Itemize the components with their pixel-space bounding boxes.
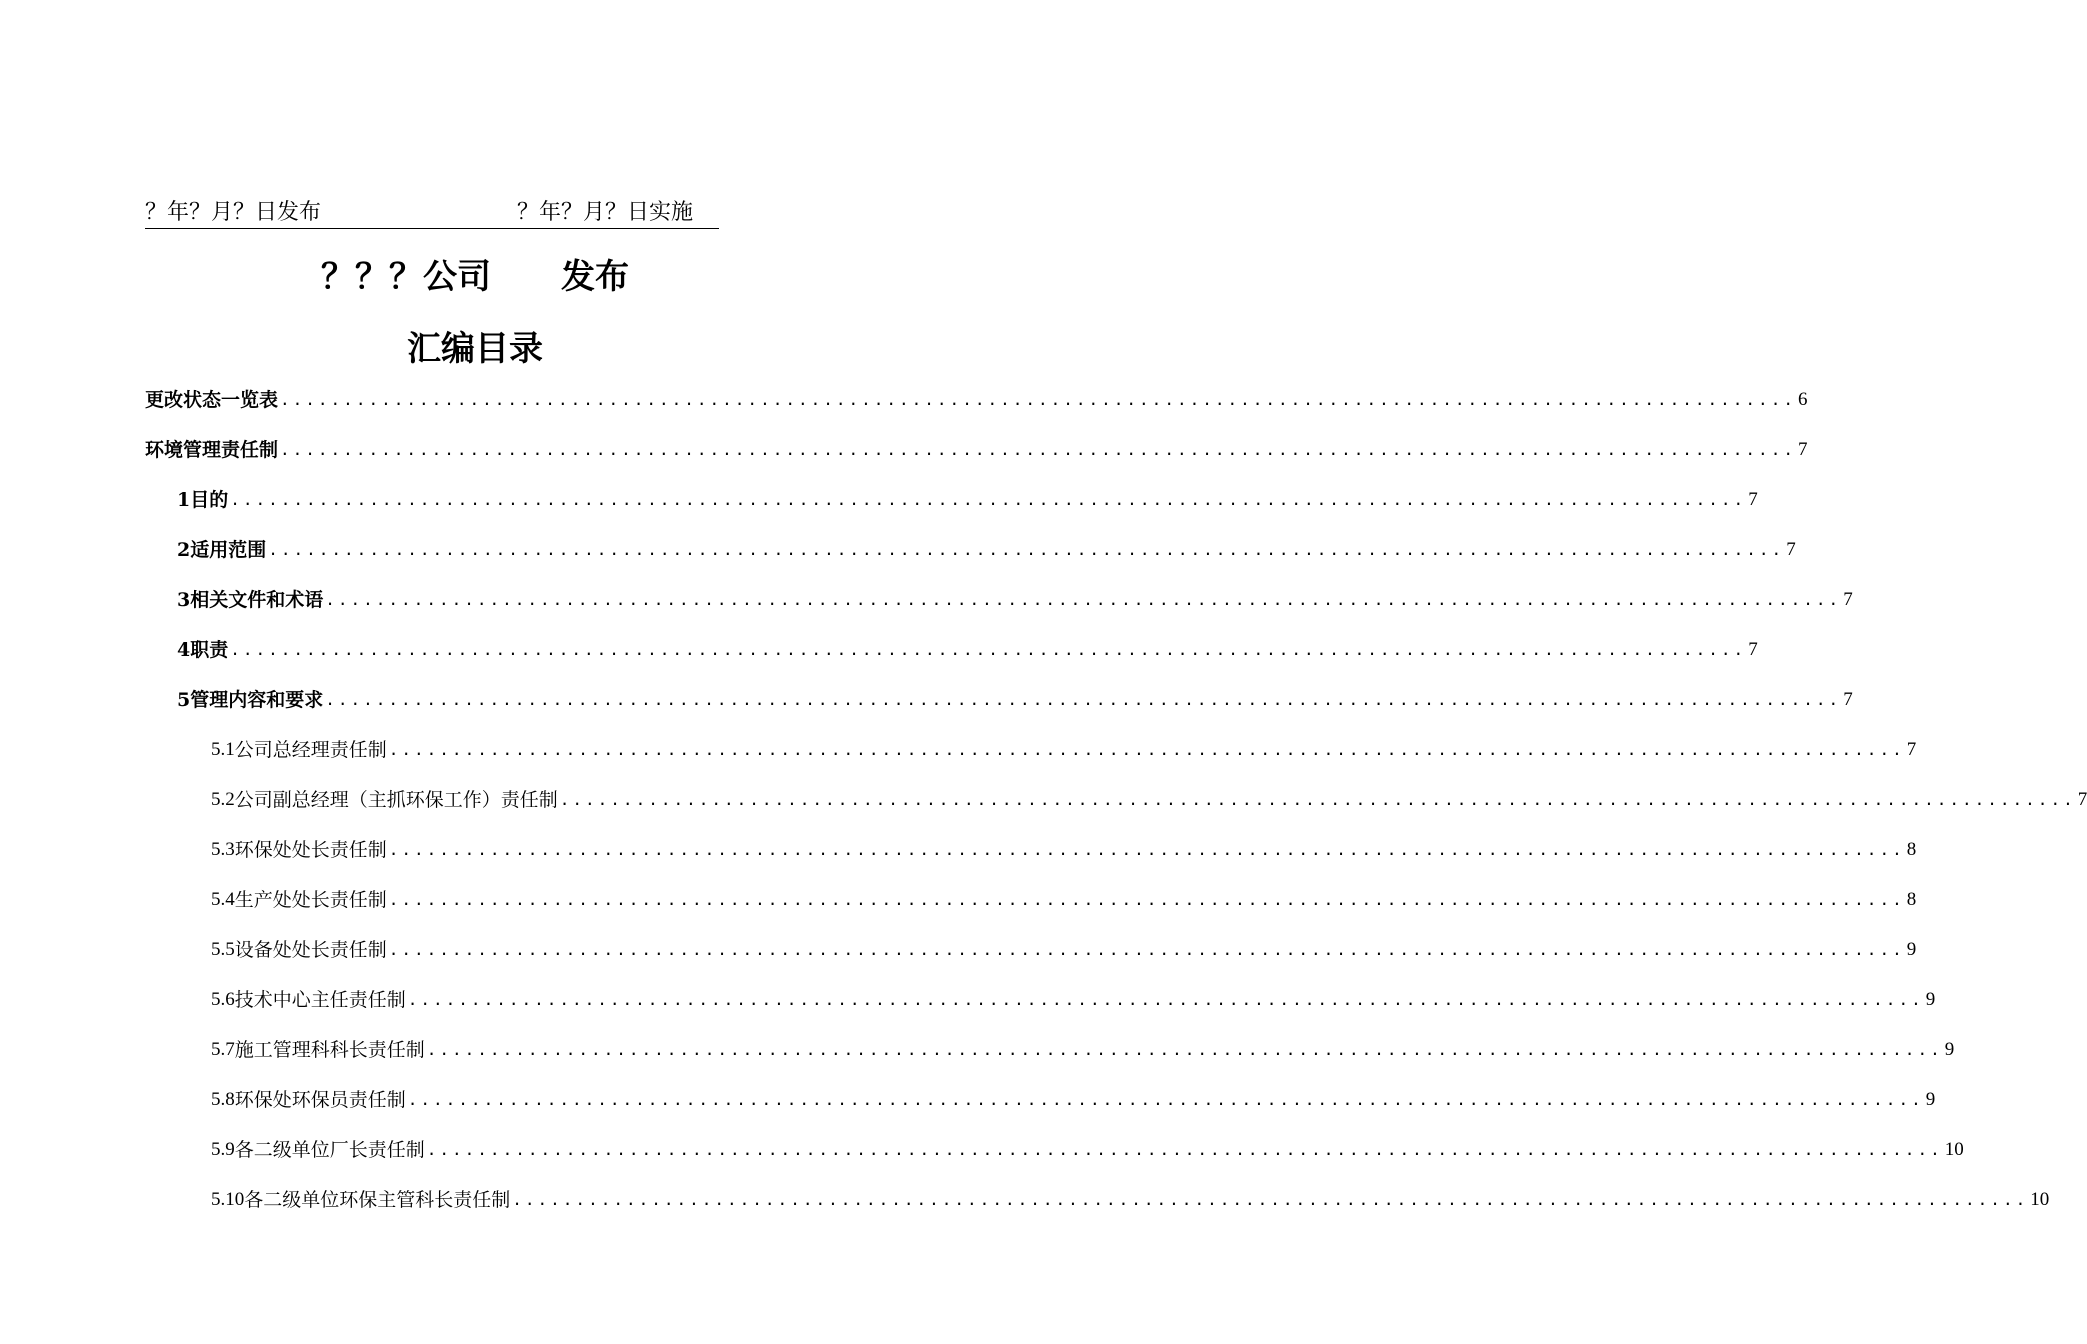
toc-entry-number: 5.2 — [211, 789, 235, 810]
toc-entry-title: 职责 — [190, 639, 229, 661]
toc-entry-5-4[interactable] — [211, 882, 1917, 912]
document-title: 汇编目录 — [407, 329, 543, 369]
toc-entry-change-log[interactable] — [145, 382, 1808, 412]
toc-entry-page: 7 — [1843, 689, 1853, 710]
toc-entry-number: 5.9 — [211, 1139, 235, 1160]
toc-entry-title: 各二级单位厂长责任制 — [234, 1139, 425, 1161]
toc-leader: ........................................................................................................................ — [388, 740, 1905, 759]
toc-entry-title: 环保处环保员责任制 — [234, 1089, 406, 1111]
toc-entry-page: 7 — [1797, 439, 1808, 460]
toc-entry-scope[interactable] — [177, 532, 1796, 562]
toc-leader: ........................................................................................................................ — [426, 1040, 1943, 1059]
toc-entry-5-6[interactable] — [211, 982, 1936, 1012]
toc-entry-title: 各二级单位环保主管科长责任制 — [244, 1189, 511, 1211]
toc-entry-page: 7 — [1786, 539, 1796, 560]
toc-entry-page: 9 — [1906, 939, 1917, 960]
toc-entry-5-9[interactable] — [211, 1132, 1964, 1162]
toc-entry-5-7[interactable] — [211, 1032, 1955, 1062]
toc-entry-5-10[interactable] — [211, 1182, 2050, 1212]
toc-entry-title: 公司总经理责任制 — [234, 739, 387, 761]
toc-leader: ........................................................................................................................ — [280, 440, 1796, 459]
toc-entry-page: 8 — [1906, 889, 1917, 910]
toc-entry-page: 7 — [1748, 639, 1758, 660]
toc-entry-page: 7 — [1748, 489, 1758, 510]
toc-leader: ........................................................................................................................ — [407, 990, 1924, 1009]
toc-leader: ........................................................................................................................ — [280, 390, 1796, 409]
toc-entry-title: 施工管理科科长责任制 — [234, 1039, 425, 1061]
publisher-line — [0, 252, 950, 302]
toc-entry-title: 适用范围 — [190, 539, 267, 561]
toc-entry-title: 环保处处长责任制 — [234, 839, 387, 861]
toc-leader: ........................................................................................................................ — [325, 590, 1842, 609]
toc-entry-number: 5.4 — [211, 889, 235, 910]
toc-entry-responsibility-system[interactable] — [145, 432, 1808, 462]
toc-entry-title: 技术中心主任责任制 — [234, 989, 406, 1011]
effective-date: ？年？月？日实施 — [517, 200, 694, 225]
toc-entry-page: 7 — [1906, 739, 1917, 760]
toc-entry-management-content[interactable] — [177, 682, 1853, 712]
toc-leader: ........................................................................................................................ — [325, 690, 1842, 709]
toc-entry-number: 3 — [177, 589, 191, 611]
toc-entry-5-2[interactable] — [211, 782, 2087, 812]
toc-entry-number: 1 — [177, 489, 191, 511]
toc-entry-purpose[interactable] — [177, 482, 1758, 512]
toc-entry-number: 5.8 — [211, 1089, 235, 1110]
toc-entry-page: 10 — [1944, 1139, 1964, 1160]
toc-entry-number: 4 — [177, 639, 191, 661]
toc-entry-title: 公司副总经理（主抓环保工作）责任制 — [234, 789, 558, 811]
publish-date: ？年？月？日发布 — [145, 200, 322, 225]
toc-entry-title: 生产处处长责任制 — [234, 889, 387, 911]
toc-entry-title: 环境管理责任制 — [145, 439, 279, 461]
toc-entry-page: 7 — [1843, 589, 1853, 610]
toc-entry-5-5[interactable] — [211, 932, 1917, 962]
date-line — [145, 198, 719, 229]
toc-entry-page: 9 — [1925, 989, 1936, 1010]
toc-entry-number: 5 — [177, 689, 191, 711]
toc-leader: ........................................................................................................................ — [388, 890, 1905, 909]
toc-entry-page: 9 — [1944, 1039, 1955, 1060]
toc-entry-number: 5.7 — [211, 1039, 235, 1060]
toc-entry-duties[interactable] — [177, 632, 1758, 662]
toc-leader: ........................................................................................................................ — [388, 940, 1905, 959]
toc-entry-number: 2 — [177, 539, 191, 561]
toc-entry-title: 管理内容和要求 — [190, 689, 324, 711]
toc-entry-title: 设备处处长责任制 — [234, 939, 387, 961]
toc-entry-documents-terms[interactable] — [177, 582, 1853, 612]
toc-leader: ........................................................................................................................ — [230, 490, 1747, 509]
toc-entry-page: 6 — [1797, 389, 1808, 410]
toc-entry-number: 5.3 — [211, 839, 235, 860]
toc-entry-number: 5.6 — [211, 989, 235, 1010]
toc-entry-5-3[interactable] — [211, 832, 1917, 862]
toc-entry-title: 相关文件和术语 — [190, 589, 324, 611]
toc-leader: ........................................................................................................................ — [426, 1140, 1943, 1159]
toc-entry-page: 10 — [2030, 1189, 2050, 1210]
toc-entry-number: 5.1 — [211, 739, 235, 760]
toc-leader: ........................................................................................................................ — [388, 840, 1905, 859]
toc-entry-page: 8 — [1906, 839, 1917, 860]
toc-leader: ........................................................................................................................ — [407, 1090, 1924, 1109]
toc-entry-title: 目的 — [190, 489, 229, 511]
toc-entry-number: 5.10 — [211, 1189, 245, 1210]
toc-leader: ........................................................................................................................ — [230, 640, 1747, 659]
company-name: ？？？公司 — [321, 257, 491, 297]
toc-entry-5-1[interactable] — [211, 732, 1917, 762]
publish-action: 发布 — [561, 257, 629, 297]
toc-leader: ........................................................................................................................ — [512, 1190, 2029, 1209]
toc-leader: ........................................................................................................................ — [268, 540, 1785, 559]
toc-entry-number: 5.5 — [211, 939, 235, 960]
toc-entry-page: 9 — [1925, 1089, 1936, 1110]
toc-leader: ........................................................................................................................ — [559, 790, 2076, 809]
toc-entry-title: 更改状态一览表 — [145, 389, 279, 411]
toc-entry-page: 7 — [2077, 789, 2087, 810]
toc-entry-5-8[interactable] — [211, 1082, 1936, 1112]
